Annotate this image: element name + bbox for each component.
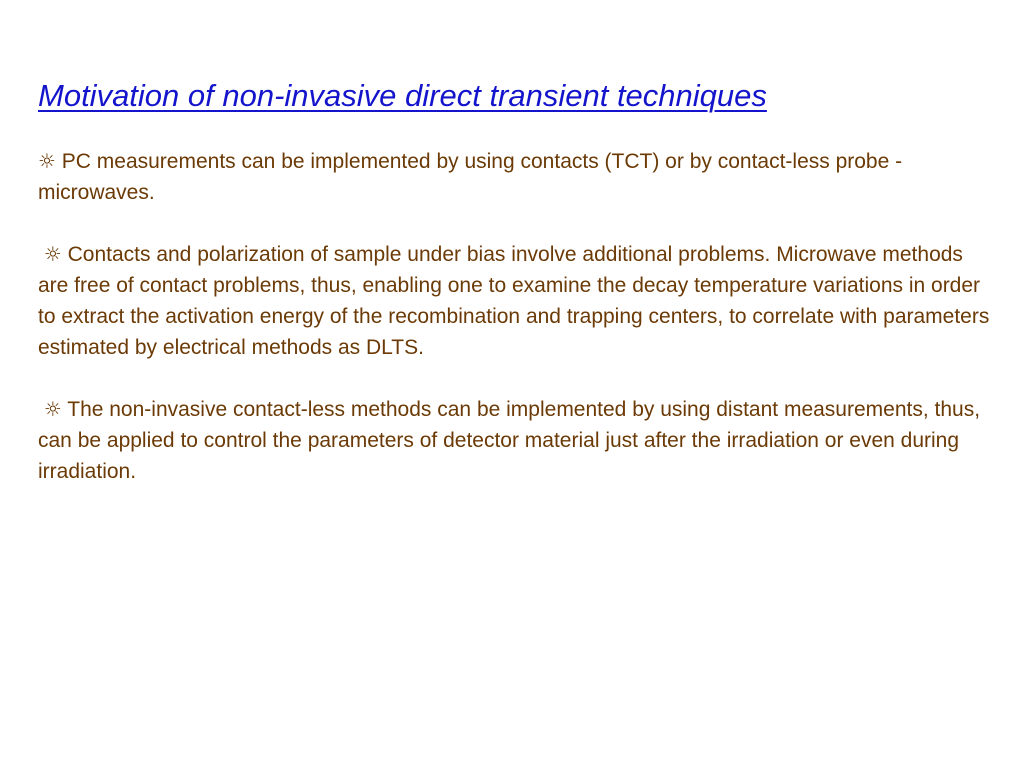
sun-bullet-icon: ☼ <box>43 242 62 266</box>
sun-bullet-icon: ☼ <box>38 149 56 173</box>
slide-title: Motivation of non-invasive direct transient techniques <box>38 78 767 113</box>
bullet-paragraph-3 <box>38 394 998 487</box>
paragraph-text-3: The non-invasive contact-less methods can be implemented by using distant measurements, thus, can be applied to control the parameters of detector material just after the irradiation or even during irradiation. <box>38 398 981 483</box>
sun-bullet-icon: ☼ <box>43 397 62 421</box>
slide-body <box>38 146 998 518</box>
paragraph-text-2: Contacts and polarization of sample under bias involve additional problems. Microwave methods are free of contact problems, thus, enabling one to examine the decay temperature variations in order to extract the activation energy of the recombination and trapping centers, to correlate with parameters estimated by electrical methods as DLTS. <box>38 243 990 359</box>
bullet-paragraph-2 <box>38 239 998 363</box>
paragraph-text-1: PC measurements can be implemented by using contacts (TCT) or by contact-less probe - microwaves. <box>38 150 903 204</box>
bullet-paragraph-1 <box>38 146 998 208</box>
